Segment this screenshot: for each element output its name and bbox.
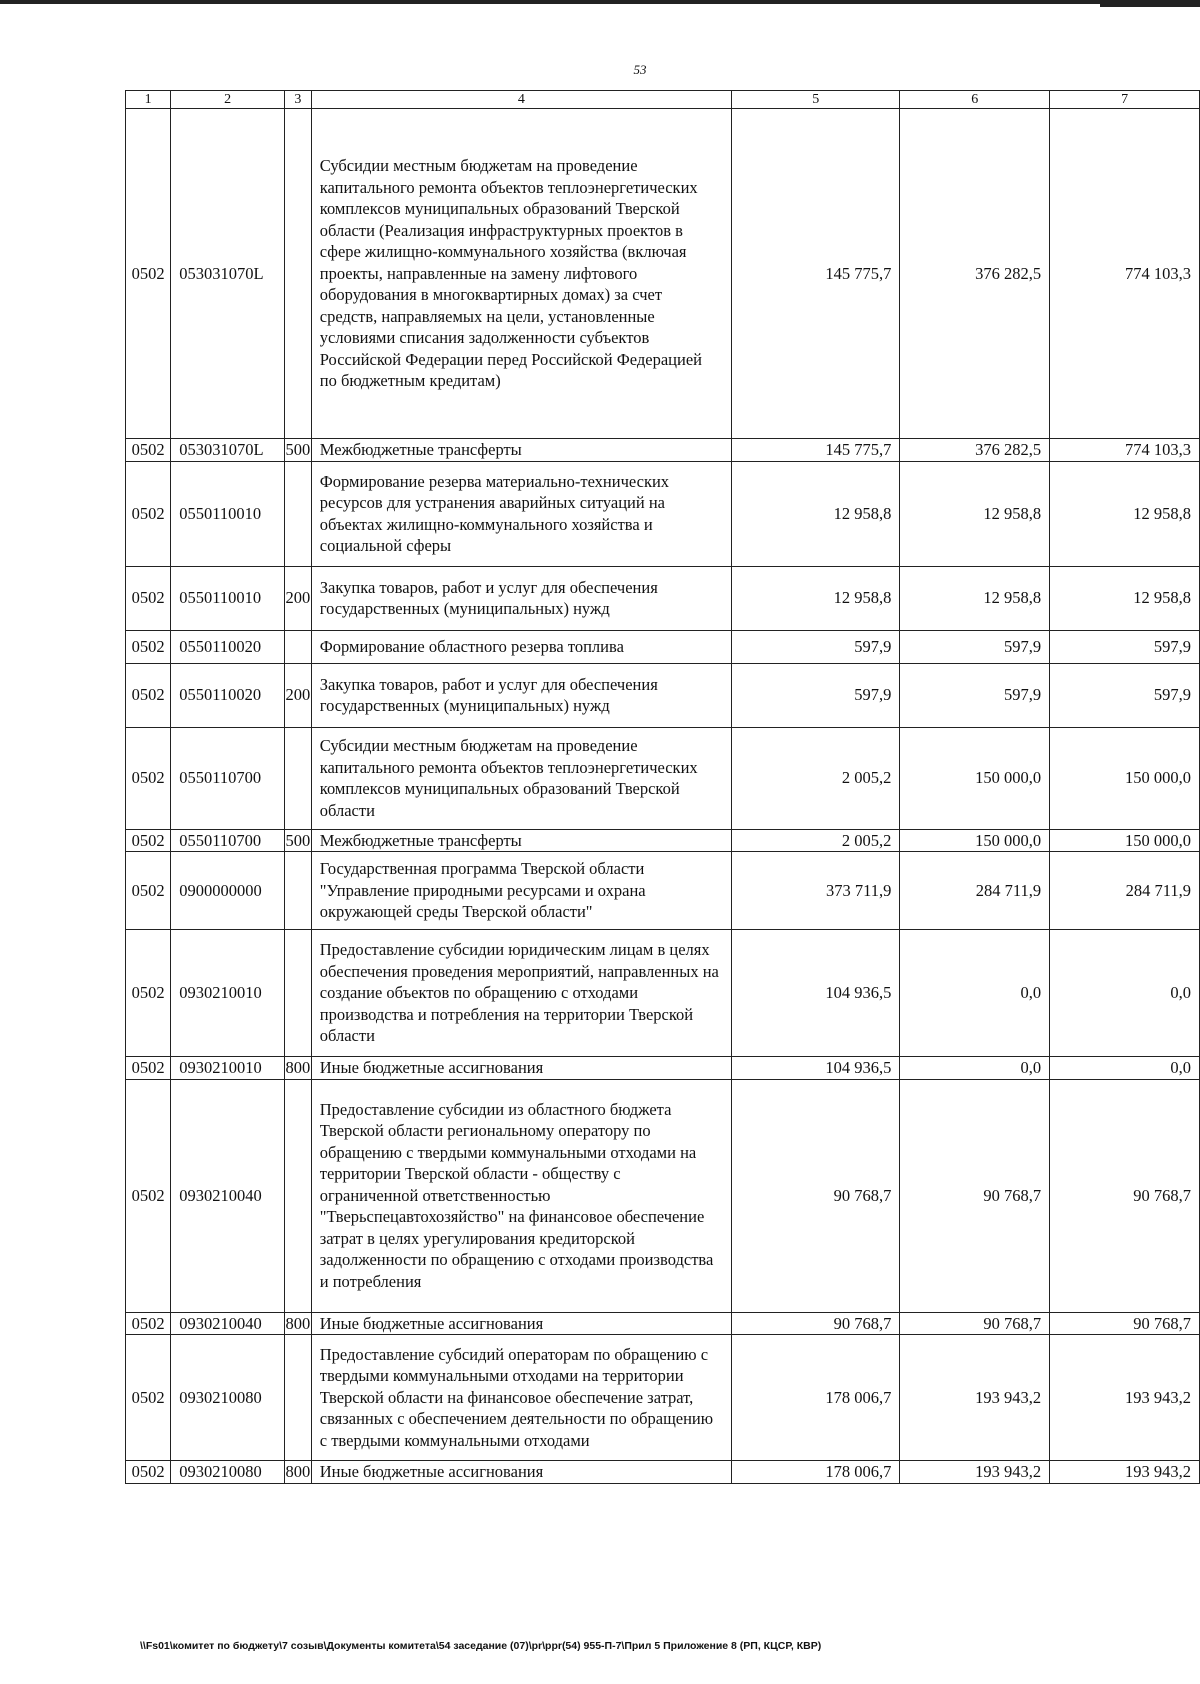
- amount-col6-cell: 0,0: [900, 1057, 1050, 1080]
- section-code-cell: 0502: [126, 930, 171, 1057]
- amount-col6-cell: 0,0: [900, 930, 1050, 1057]
- amount-col5-cell: 145 775,7: [732, 109, 900, 439]
- amount-col7-cell: 774 103,3: [1050, 439, 1200, 462]
- top-border-line: [0, 0, 1200, 4]
- column-header-1: 1: [126, 91, 171, 109]
- amount-col7-cell: 597,9: [1050, 630, 1200, 663]
- amount-col6-cell: 90 768,7: [900, 1312, 1050, 1335]
- section-code-cell: 0502: [126, 439, 171, 462]
- table-row: [126, 630, 1200, 663]
- expense-type-cell: [285, 461, 312, 566]
- target-article-cell: 0900000000: [171, 852, 285, 930]
- target-article-cell: 0550110010: [171, 461, 285, 566]
- column-header-4: 4: [311, 91, 731, 109]
- amount-col5-cell: 597,9: [732, 630, 900, 663]
- section-code-cell: 0502: [126, 1057, 171, 1080]
- amount-col6-cell: 597,9: [900, 663, 1050, 727]
- description-cell: Иные бюджетные ассигнования: [311, 1461, 731, 1484]
- section-code-cell: 0502: [126, 1335, 171, 1461]
- table-row: [126, 1461, 1200, 1484]
- amount-col6-cell: 12 958,8: [900, 461, 1050, 566]
- amount-col6-cell: 150 000,0: [900, 727, 1050, 829]
- section-code-cell: 0502: [126, 852, 171, 930]
- amount-col6-cell: 193 943,2: [900, 1461, 1050, 1484]
- expense-type-cell: 500: [285, 440, 311, 459]
- expense-type-cell: [285, 109, 312, 439]
- expense-type-cell: [285, 1079, 312, 1312]
- amount-col6-cell: 150 000,0: [900, 829, 1050, 852]
- table-row: [126, 829, 1200, 852]
- description-cell: Закупка товаров, работ и услуг для обеспечения государственных (муниципальных) нужд: [311, 566, 731, 630]
- file-path-footer: \\Fs01\комитет по бюджету\7 созыв\Документы комитета\54 заседание (07)\pr\ppr(54) 955-П-7\Прил 5 Приложение 8 (РП, КЦСР, КВР): [140, 1640, 822, 1652]
- section-code-cell: 0502: [126, 1079, 171, 1312]
- description-cell: Субсидии местным бюджетам на проведение капитального ремонта объектов теплоэнергетических комплексов муниципальных образований Тверской области (Реализация инфраструктурных проектов в сфере жилищно-коммунального хозяйства (включая проекты, направленные на замену лифтового оборудования в многоквартирных домах) за счет средств, направляемых на цели, установленные условиями списания задолженности субъектов Российской Федерации перед Российской Федерацией по бюджетным кредитам): [311, 109, 731, 439]
- amount-col5-cell: 90 768,7: [732, 1079, 900, 1312]
- amount-col5-cell: 12 958,8: [732, 461, 900, 566]
- target-article-cell: 0550110700: [171, 727, 285, 829]
- amount-col5-cell: 145 775,7: [732, 439, 900, 462]
- expense-type-cell: [285, 852, 312, 930]
- target-article-cell: 0550110700: [171, 829, 285, 852]
- target-article-cell: 0930210040: [171, 1312, 285, 1335]
- amount-col5-cell: 104 936,5: [732, 930, 900, 1057]
- table-row: [126, 727, 1200, 829]
- section-code-cell: 0502: [126, 829, 171, 852]
- section-code-cell: 0502: [126, 1461, 171, 1484]
- description-cell: Межбюджетные трансферты: [311, 439, 731, 462]
- amount-col7-cell: 597,9: [1050, 663, 1200, 727]
- expense-type-cell: [285, 630, 312, 663]
- top-border-line-right: [1100, 4, 1200, 7]
- amount-col6-cell: 376 282,5: [900, 109, 1050, 439]
- table-row: [126, 109, 1200, 439]
- target-article-cell: 0930210010: [171, 930, 285, 1057]
- section-code-cell: 0502: [126, 109, 171, 439]
- section-code-cell: 0502: [126, 566, 171, 630]
- amount-col5-cell: 104 936,5: [732, 1057, 900, 1080]
- amount-col6-cell: 193 943,2: [900, 1335, 1050, 1461]
- amount-col6-cell: 284 711,9: [900, 852, 1050, 930]
- expense-type-cell: 500: [285, 830, 311, 850]
- target-article-cell: 0550110010: [171, 566, 285, 630]
- column-header-5: 5: [732, 91, 900, 109]
- target-article-cell: 0930210080: [171, 1461, 285, 1484]
- column-header-2: 2: [171, 91, 285, 109]
- expense-type-cell: 800: [285, 1462, 311, 1481]
- amount-col7-cell: 12 958,8: [1050, 566, 1200, 630]
- description-cell: Иные бюджетные ассигнования: [311, 1057, 731, 1080]
- target-article-cell: 0550110020: [171, 630, 285, 663]
- target-article-cell: 0930210040: [171, 1079, 285, 1312]
- table-row: [126, 566, 1200, 630]
- page-number: 53: [633, 62, 647, 77]
- column-header-7: 7: [1050, 91, 1200, 109]
- target-article-cell: 053031070L: [171, 109, 285, 439]
- description-cell: Межбюджетные трансферты: [311, 829, 731, 852]
- amount-col7-cell: 150 000,0: [1050, 727, 1200, 829]
- section-code-cell: 0502: [126, 1312, 171, 1335]
- amount-col5-cell: 373 711,9: [732, 852, 900, 930]
- table-row: [126, 852, 1200, 930]
- target-article-cell: 0930210080: [171, 1335, 285, 1461]
- amount-col5-cell: 2 005,2: [732, 727, 900, 829]
- expense-type-cell: [285, 727, 312, 829]
- column-header-6: 6: [900, 91, 1050, 109]
- description-cell: Предоставление субсидий операторам по обращению с твердыми коммунальными отходами на территории Тверской области на финансовое обеспечение затрат, связанных с обеспечением деятельности по обращению с твердыми коммунальными отходами: [311, 1335, 731, 1461]
- expense-type-cell: 200: [285, 566, 312, 630]
- section-code-cell: 0502: [126, 727, 171, 829]
- description-cell: Закупка товаров, работ и услуг для обеспечения государственных (муниципальных) нужд: [311, 663, 731, 727]
- amount-col6-cell: 597,9: [900, 630, 1050, 663]
- amount-col7-cell: 0,0: [1050, 930, 1200, 1057]
- table-row: [126, 1312, 1200, 1335]
- target-article-cell: 0550110020: [171, 663, 285, 727]
- budget-table: [125, 90, 1200, 1484]
- amount-col7-cell: 90 768,7: [1050, 1079, 1200, 1312]
- table-row: [126, 1079, 1200, 1312]
- amount-col5-cell: 178 006,7: [732, 1461, 900, 1484]
- section-code-cell: 0502: [126, 663, 171, 727]
- table-row: [126, 1335, 1200, 1461]
- description-cell: Субсидии местным бюджетам на проведение капитального ремонта объектов теплоэнергетических комплексов муниципальных образований Тверской области: [311, 727, 731, 829]
- table-row: [126, 439, 1200, 462]
- column-header-row: [126, 91, 1200, 109]
- amount-col7-cell: 774 103,3: [1050, 109, 1200, 439]
- expense-type-cell: [285, 930, 312, 1057]
- section-code-cell: 0502: [126, 630, 171, 663]
- column-header-3: 3: [285, 91, 312, 109]
- description-cell: Формирование областного резерва топлива: [311, 630, 731, 663]
- table-row: [126, 461, 1200, 566]
- description-cell: Государственная программа Тверской области "Управление природными ресурсами и охрана окружающей среды Тверской области": [311, 852, 731, 930]
- amount-col5-cell: 2 005,2: [732, 829, 900, 852]
- amount-col6-cell: 90 768,7: [900, 1079, 1050, 1312]
- amount-col7-cell: 193 943,2: [1050, 1461, 1200, 1484]
- expense-type-cell: 800: [285, 1058, 311, 1077]
- amount-col7-cell: 284 711,9: [1050, 852, 1200, 930]
- description-cell: Предоставление субсидии из областного бюджета Тверской области региональному оператору по обращению с твердыми коммунальными отходами на территории Тверской области - обществу с ограниченной ответственностью "Тверьспецавтохозяйство" на финансовое обеспечение затрат в целях урегулирования кредиторской задолженности по обращению с отходами производства и потребления: [311, 1079, 731, 1312]
- description-cell: Предоставление субсидии юридическим лицам в целях обеспечения проведения мероприятий, направленных на создание объектов по обращению с отходами производства и потребления на территории Тверской области: [311, 930, 731, 1057]
- amount-col7-cell: 12 958,8: [1050, 461, 1200, 566]
- target-article-cell: 0930210010: [171, 1057, 285, 1080]
- table-row: [126, 663, 1200, 727]
- amount-col5-cell: 12 958,8: [732, 566, 900, 630]
- expense-type-cell: [285, 1335, 312, 1461]
- description-cell: Формирование резерва материально-технических ресурсов для устранения аварийных ситуаций на объектах жилищно-коммунального хозяйства и социальной сферы: [311, 461, 731, 566]
- target-article-cell: 053031070L: [171, 439, 285, 462]
- expense-type-cell: 200: [285, 663, 312, 727]
- amount-col7-cell: 193 943,2: [1050, 1335, 1200, 1461]
- amount-col5-cell: 597,9: [732, 663, 900, 727]
- amount-col7-cell: 0,0: [1050, 1057, 1200, 1080]
- amount-col6-cell: 12 958,8: [900, 566, 1050, 630]
- expense-type-cell: 800: [285, 1313, 311, 1333]
- table-row: [126, 1057, 1200, 1080]
- table-row: [126, 930, 1200, 1057]
- amount-col5-cell: 178 006,7: [732, 1335, 900, 1461]
- amount-col7-cell: 150 000,0: [1050, 829, 1200, 852]
- amount-col7-cell: 90 768,7: [1050, 1312, 1200, 1335]
- amount-col5-cell: 90 768,7: [732, 1312, 900, 1335]
- amount-col6-cell: 376 282,5: [900, 439, 1050, 462]
- section-code-cell: 0502: [126, 461, 171, 566]
- description-cell: Иные бюджетные ассигнования: [311, 1312, 731, 1335]
